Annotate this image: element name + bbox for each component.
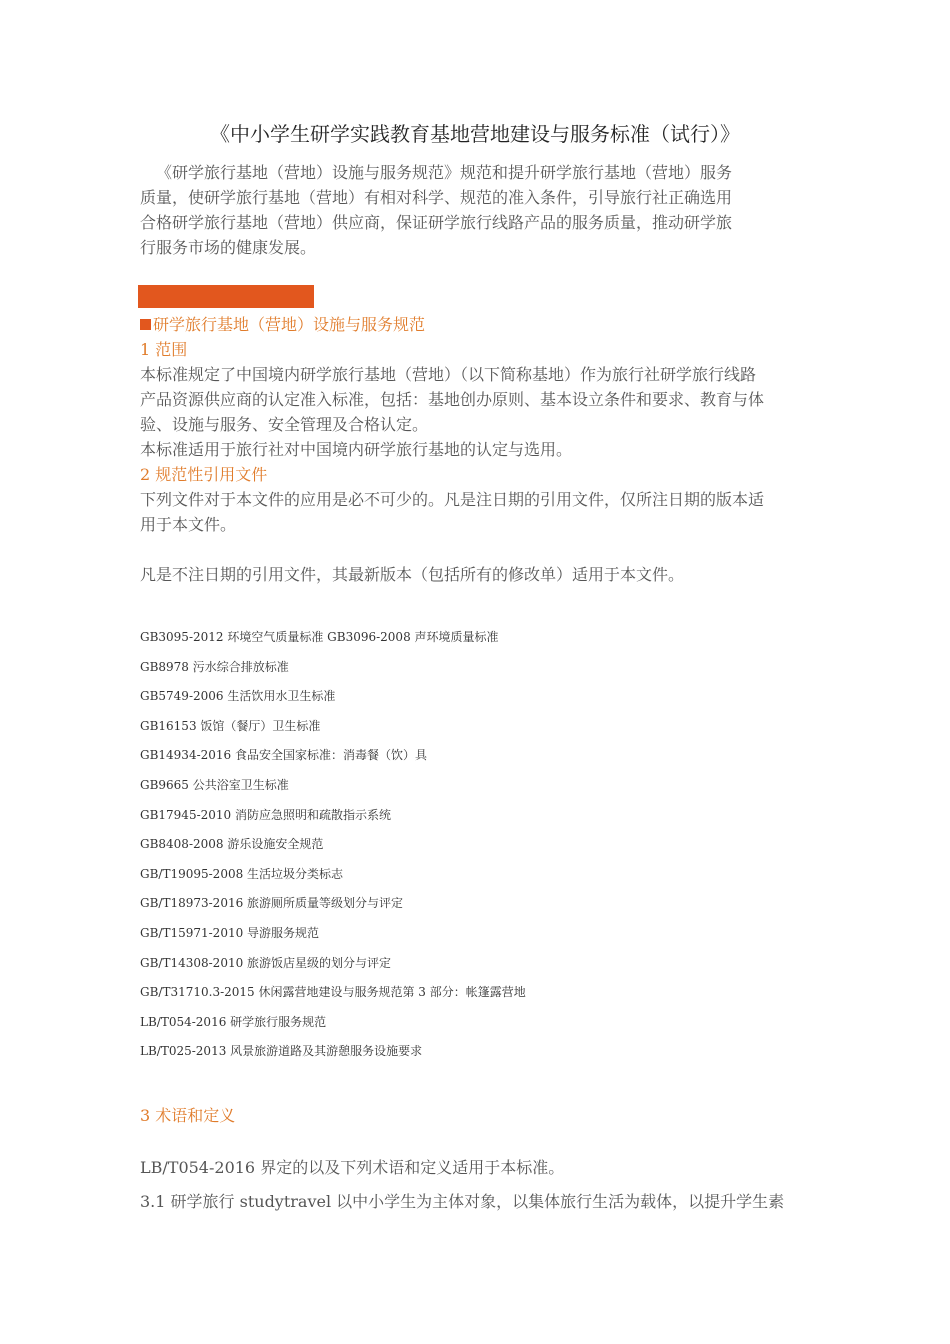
standard-item: GB16153 饭馆（餐厅）卫生标准	[140, 718, 321, 733]
standard-item: GB/T15971-2010 导游服务规范	[140, 925, 320, 940]
standard-item: GB3095-2012 环境空气质量标准 GB3096-2008 声环境质量标准	[140, 630, 499, 644]
standard-item: GB5749-2006 生活饮用水卫生标准	[140, 689, 336, 704]
standard-item: GB8978 污水综合排放标准	[140, 659, 289, 674]
section-2-line: 用于本文件。	[140, 515, 237, 534]
standard-item: GB17945-2010 消防应急照明和疏散指示系统	[140, 807, 391, 822]
square-bullet-icon	[140, 319, 151, 330]
standard-item: GB14934-2016 食品安全国家标准：消毒餐（饮）具	[140, 748, 427, 763]
intro-line: 行服务市场的健康发展。	[140, 238, 317, 257]
section-1-line: 本标准适用于旅行社对中国境内研学旅行基地的认定与选用。	[140, 440, 573, 459]
section-content	[140, 312, 816, 587]
section-2-note: 凡是不注日期的引用文件，其最新版本（包括所有的修改单）适用于本文件。	[140, 565, 685, 584]
section-heading-text: 研学旅行基地（营地）设施与服务规范	[153, 315, 426, 334]
section-1-heading: 1 范围	[140, 340, 188, 359]
section-accent-bar	[138, 285, 314, 308]
section-1-line: 本标准规定了中国境内研学旅行基地（营地）（以下简称基地）作为旅行社研学旅行线路	[140, 365, 757, 384]
intro-line: 质量，使研学旅行基地（营地）有相对科学、规范的准入条件，引导旅行社正确选用	[140, 188, 733, 207]
standard-item: LB/T025-2013 风景旅游道路及其游憩服务设施要求	[140, 1044, 423, 1059]
section-2-line: 下列文件对于本文件的应用是必不可少的。凡是注日期的引用文件，仅所注日期的版本适	[140, 490, 765, 509]
standard-item: GB/T19095-2008 生活垃圾分类标志	[140, 866, 344, 881]
standard-item: GB/T18973-2016 旅游厕所质量等级划分与评定	[140, 896, 404, 911]
standard-item: LB/T054-2016 研学旅行服务规范	[140, 1014, 327, 1029]
standard-item: GB/T14308-2010 旅游饭店星级的划分与评定	[140, 955, 392, 970]
section-3-definition: 3.1 研学旅行 studytravel 以中小学生为主体对象，以集体旅行生活为载体，以提升学生素	[140, 1192, 785, 1211]
standard-item: GB9665 公共浴室卫生标准	[140, 777, 289, 792]
standards-list	[140, 625, 816, 1069]
section-3-intro: LB/T054-2016 界定的以及下列术语和定义适用于本标准。	[140, 1158, 565, 1177]
section-1-line: 产品资源供应商的认定准入标准，包括：基地创办原则、基本设立条件和要求、教育与体	[140, 390, 765, 409]
intro-line: 合格研学旅行基地（营地）供应商，保证研学旅行线路产品的服务质量，推动研学旅	[140, 213, 733, 232]
spacer	[140, 537, 816, 562]
section-2-heading: 2 规范性引用文件	[140, 465, 268, 484]
standard-item: GB8408-2008 游乐设施安全规范	[140, 837, 324, 852]
standard-item: GB/T31710.3-2015 休闲露营地建设与服务规范第 3 部分：帐篷露营地	[140, 985, 526, 1000]
section-3-heading: 3 术语和定义	[140, 1106, 236, 1125]
document-title: 《中小学生研学实践教育基地营地建设与服务标准（试行）》	[210, 122, 740, 146]
section-heading	[140, 312, 816, 337]
section-1-line: 验、设施与服务、安全管理及合格认定。	[140, 415, 429, 434]
intro-line: 《研学旅行基地（营地）设施与服务规范》规范和提升研学旅行基地（营地）服务	[156, 163, 733, 182]
intro-paragraph	[140, 160, 816, 260]
